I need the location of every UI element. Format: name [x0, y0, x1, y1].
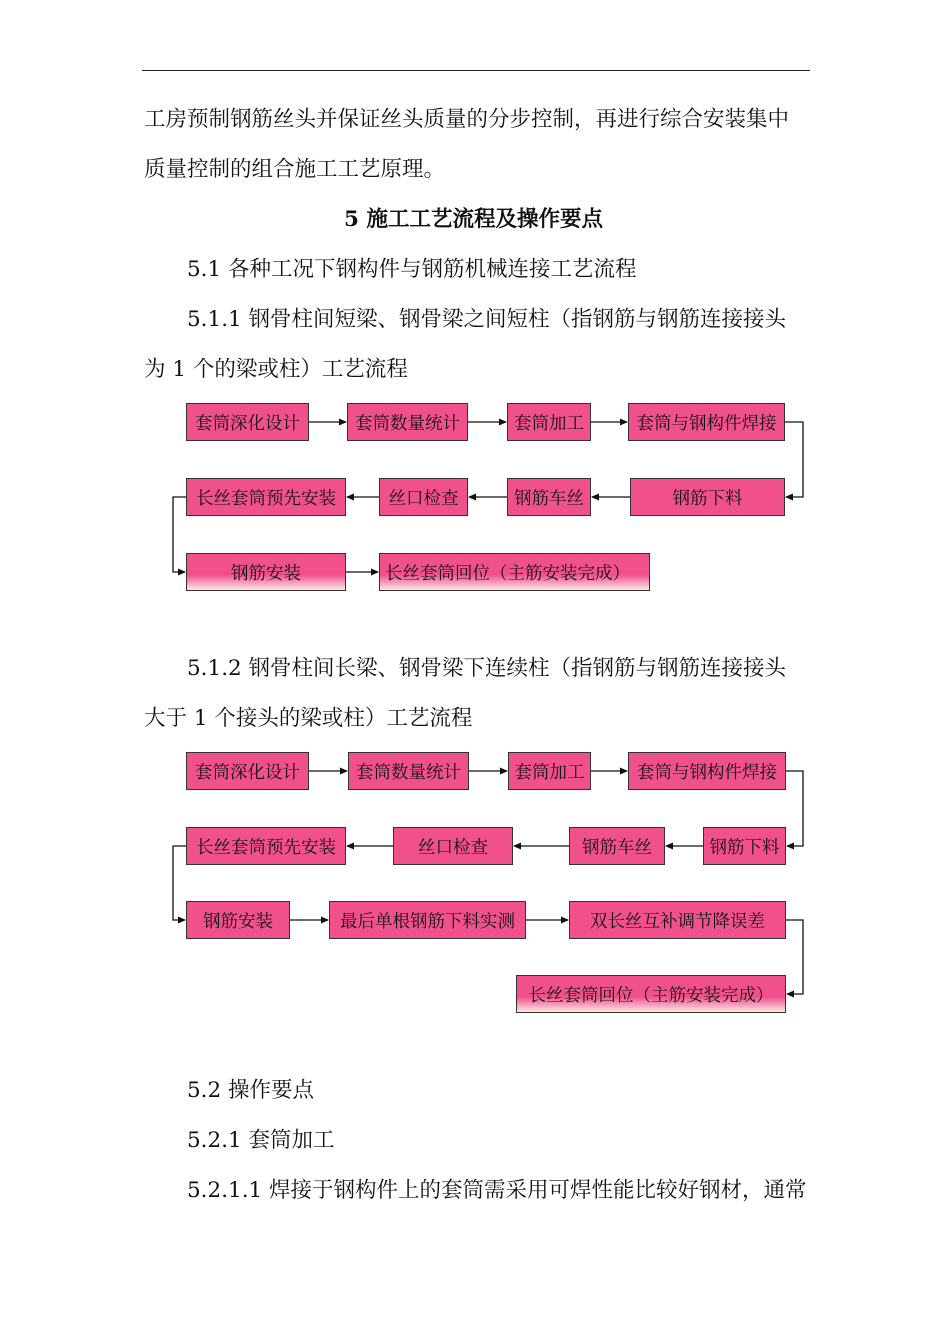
subsection-heading-5-1: 5.1 各种工况下钢构件与钢筋机械连接工艺流程	[187, 257, 637, 282]
flow1-step-rebar-install: 钢筋安装	[186, 553, 346, 591]
flow1-step-rebar-cutting: 钢筋下料	[630, 478, 785, 516]
flow1-step-long-sleeve-preinstall: 长丝套筒预先安装	[186, 478, 346, 516]
flow1-step-rebar-threading: 钢筋车丝	[507, 478, 591, 516]
section-heading-5: 5 施工工艺流程及操作要点	[344, 207, 603, 232]
subsection-heading-5-1-1-cont: 为 1 个的梁或柱）工艺流程	[144, 357, 408, 382]
flow2-step-last-rebar-measure: 最后单根钢筋下料实测	[329, 901, 526, 939]
flow2-step-long-sleeve-preinstall: 长丝套筒预先安装	[186, 827, 346, 865]
flow1-step-sleeve-welding: 套筒与钢构件焊接	[628, 403, 785, 441]
flow2-step-rebar-cutting: 钢筋下料	[703, 827, 786, 865]
flow2-arrow	[786, 771, 803, 846]
flow2-step-rebar-install: 钢筋安装	[186, 901, 290, 939]
flow1-step-sleeve-return: 长丝套筒回位（主筋安装完成）	[379, 553, 650, 591]
flow2-step-sleeve-welding: 套筒与钢构件焊接	[628, 752, 786, 790]
subsection-heading-5-2-1: 5.2.1 套筒加工	[187, 1128, 335, 1153]
flow2-step-thread-inspection: 丝口检查	[393, 827, 513, 865]
flow1-step-sleeve-machining: 套筒加工	[507, 403, 591, 441]
flow2-step-sleeve-return: 长丝套筒回位（主筋安装完成）	[516, 975, 786, 1013]
flow2-step-rebar-threading: 钢筋车丝	[569, 827, 665, 865]
flow2-arrow	[173, 846, 186, 920]
subsection-heading-5-1-2-cont: 大于 1 个接头的梁或柱）工艺流程	[144, 706, 473, 731]
subsection-heading-5-1-2: 5.1.2 钢骨柱间长梁、钢骨梁下连续柱（指钢筋与钢筋连接接头	[187, 656, 787, 681]
flow2-step-sleeve-count: 套筒数量统计	[348, 752, 469, 790]
paragraph-5-2-1-1: 5.2.1.1 焊接于钢构件上的套筒需采用可焊性能比较好钢材，通常	[187, 1178, 807, 1203]
paragraph-line: 工房预制钢筋丝头并保证丝头质量的分步控制，再进行综合安装集中	[144, 107, 790, 132]
paragraph-line: 质量控制的组合施工工艺原理。	[144, 157, 446, 182]
subsection-heading-5-2: 5.2 操作要点	[187, 1078, 315, 1103]
flow2-arrow	[786, 920, 803, 994]
flow2-step-dual-thread-adjust: 双长丝互补调节降误差	[569, 901, 786, 939]
flow1-arrow	[785, 422, 803, 497]
flow1-step-thread-inspection: 丝口检查	[379, 478, 468, 516]
flow2-step-sleeve-machining: 套筒加工	[508, 752, 591, 790]
subsection-heading-5-1-1: 5.1.1 钢骨柱间短梁、钢骨梁之间短柱（指钢筋与钢筋连接接头	[187, 307, 787, 332]
flow1-step-sleeve-count: 套筒数量统计	[347, 403, 468, 441]
flow1-step-sleeve-design: 套筒深化设计	[186, 403, 309, 441]
flow1-arrow	[173, 497, 186, 572]
flow2-step-sleeve-design: 套筒深化设计	[186, 752, 309, 790]
